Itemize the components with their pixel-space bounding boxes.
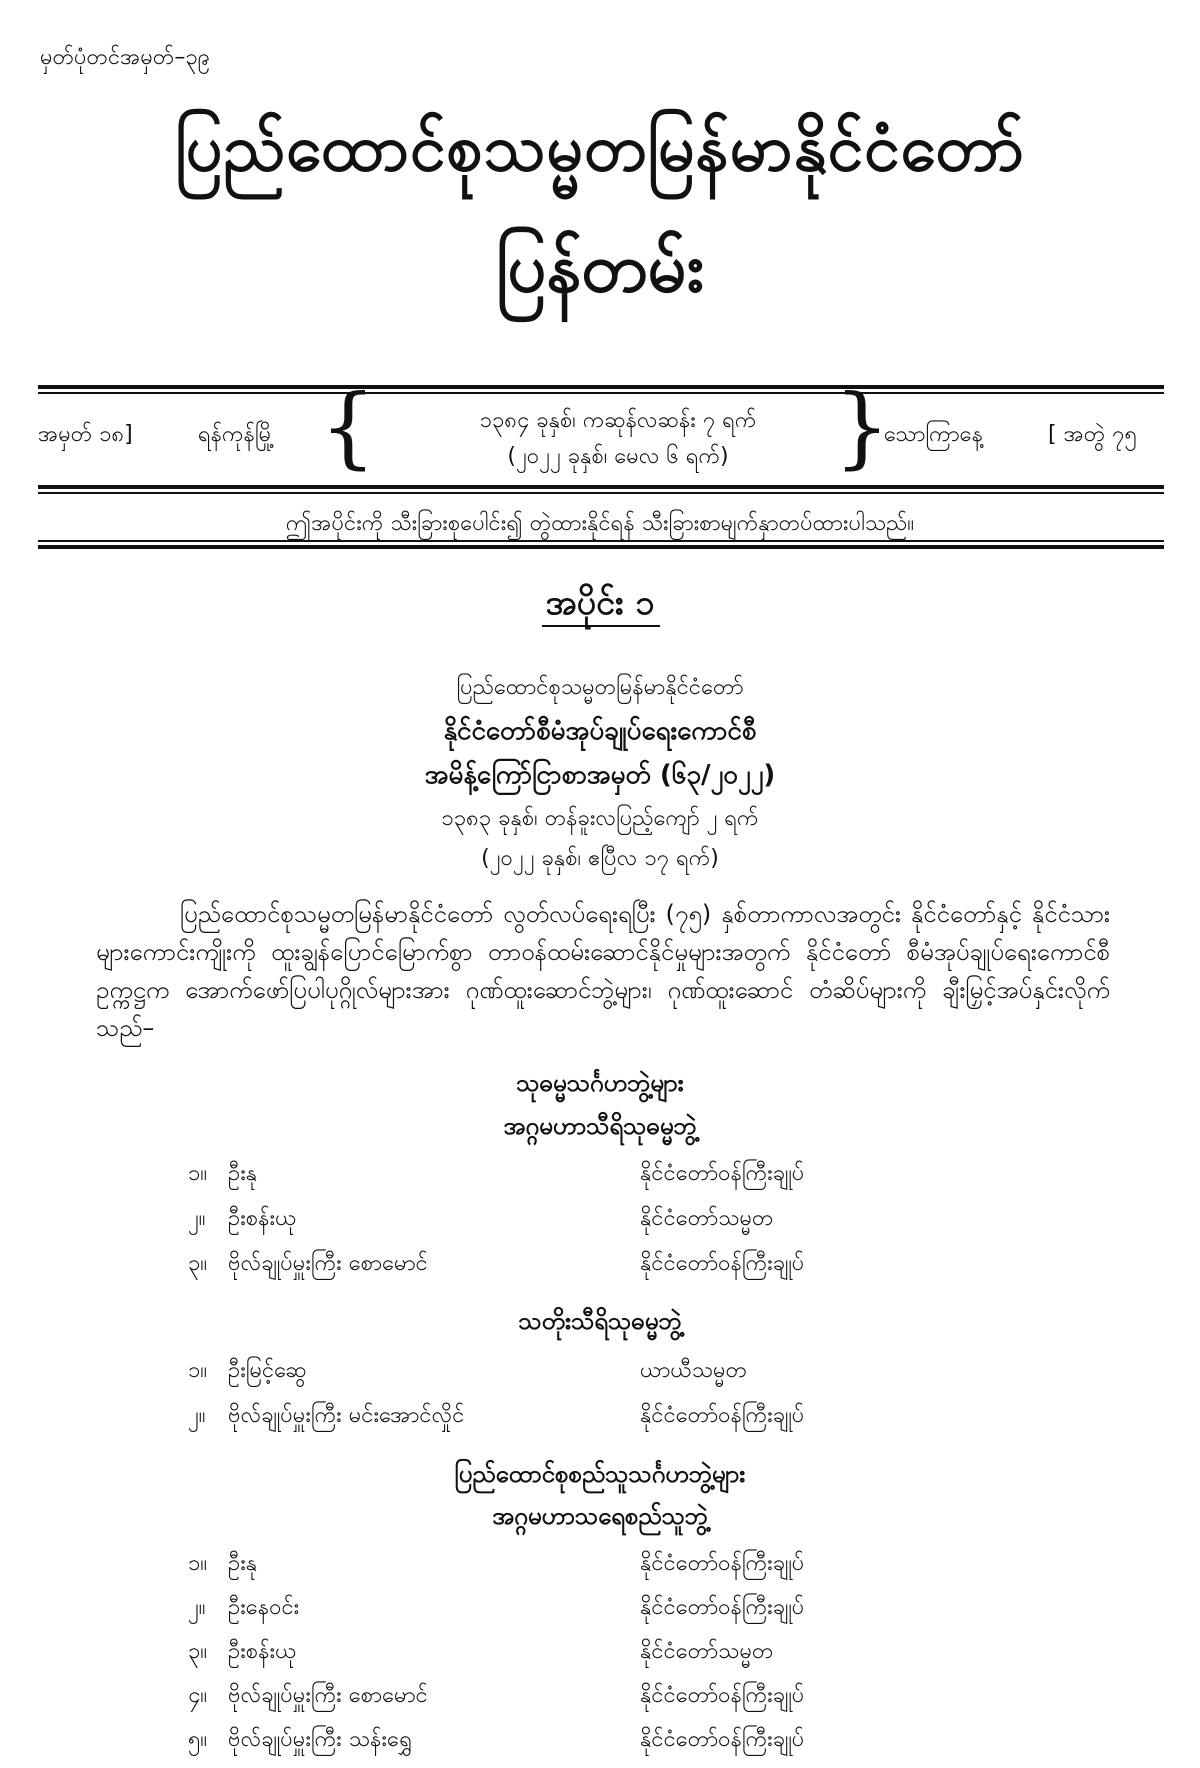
list-item [0,1158,1200,1194]
issue-date [398,403,838,475]
section-1-subheading: အဂ္ဂမဟာသီရိသုဓမ္မဘွဲ့ [503,1112,697,1140]
gazette-subtitle: ပြန်တမ်း [496,229,704,308]
entry-name: ဦးမြင့်ဆွေ [228,1358,307,1383]
entry-position: နိုင်ငံတော်ဝန်ကြီးချုပ် [640,1683,805,1708]
issue-date-western: (၂၀၂၂ ခုနှစ်၊ မေလ ၆ ရက်) [507,444,729,469]
entry-number: ၁။ [188,1358,208,1383]
list-item [0,1680,1200,1716]
entry-number: ၃။ [188,1639,208,1664]
list-item [0,1636,1200,1672]
list-item [0,1548,1200,1584]
entry-name: ဦးနေဝင်း [228,1595,300,1620]
entry-position: နိုင်ငံတော်သမ္မတ [640,1639,774,1664]
entry-number: ၁။ [188,1161,208,1186]
list-item [0,1355,1200,1391]
entry-position: နိုင်ငံတော်ဝန်ကြီးချုပ် [640,1727,805,1752]
entry-name: ဗိုလ်ချုပ်မှူးကြီး သန်းရွှေ [228,1727,412,1752]
entry-position: နိုင်ငံတော်ဝန်ကြီးချုပ် [640,1595,805,1620]
part-heading: အပိုင်း ၁ [545,583,655,623]
entry-position: နိုင်ငံတော်ဝန်ကြီးချုပ် [640,1251,805,1276]
list-item [0,1248,1200,1284]
volume-number: [ အတွဲ ၇၅ [1048,422,1137,447]
entry-number: ၃။ [188,1251,208,1276]
binding-notice: ဤအပိုင်းကို သီးခြားစုပေါင်း၍ တွဲထားနိုင်ရန် သီးခြားစာမျက်နှာတပ်ထားပါသည်။ [285,511,915,536]
section-3-subheading: အဂ္ဂမဟာသရေစည်သူဘွဲ့ [492,1502,708,1530]
masthead [38,375,1164,478]
masthead-top-rule [38,385,1164,389]
city-name: ရန်ကုန်မြို့ [198,422,275,447]
entry-position: နိုင်ငံတော်ဝန်ကြီးချုပ် [640,1161,805,1186]
entry-position: နိုင်ငံတော်ဝန်ကြီးချုပ် [640,1403,805,1428]
entry-number: ၅။ [188,1727,208,1752]
entry-name: ဦးနု [228,1161,258,1186]
weekday: သောကြာနေ့ [884,422,983,447]
masthead-bottom-rule [38,485,1164,489]
entry-name: ဦးစန်းယု [228,1639,297,1664]
order-country: ပြည်ထောင်စုသမ္မတမြန်မာနိုင်ငံတော် [456,675,744,700]
gazette-title: ပြည်ထောင်စုသမ္မတမြန်မာနိုင်ငံတော် [174,112,1026,186]
notice-rule-thin [38,540,1164,542]
entry-name: ဦးစန်းယု [228,1206,297,1231]
order-date-western: (၂၀၂၂ ခုနှစ်၊ ဧပြီလ ၁၇ ရက်) [481,846,719,871]
part-underline [542,625,660,627]
section-3-heading: ပြည်ထောင်စုစည်သူသင်္ဂဟဘွဲ့များ [454,1460,746,1488]
entry-name: ဗိုလ်ချုပ်မှူးကြီး စောမောင် [228,1251,428,1276]
order-body-text: ပြည်ထောင်စုသမ္မတမြန်မာနိုင်ငံတော် လွတ်လပ်ရေးရပြီး (၇၅) နှစ်တာကာလအတွင်း နိုင်ငံတော်နှင့် နိုင်ငံသားများကောင်းကျိုးကို ထူးချွန်ပြောင်မြောက်စွာ တာဝန်ထမ်းဆောင်နိုင်မှုများအတွက် နိုင်ငံတော် စီမံအုပ်ချုပ်ရေးကောင်စီ ဥက္ကဋ္ဌက အောက်ဖော်ပြပါပုဂ္ဂိုလ်များအား ဂုဏ်ထူးဆောင်ဘွဲ့များ၊ ဂုဏ်ထူးဆောင် တံဆိပ်များကို ချီးမြှင့်အပ်နှင်းလိုက်သည်– [96,900,1110,1042]
list-item [0,1400,1200,1436]
masthead-bottom-rule-thin [38,492,1164,494]
entry-number: ၄။ [188,1683,208,1708]
entry-position: ယာယီသမ္မတ [640,1358,748,1383]
list-item [0,1724,1200,1760]
issue-number: အမှတ် ၁၈] [38,422,133,447]
masthead-top-rule-thin [38,392,1164,394]
order-number: အမိန့်ကြော်ငြာစာအမှတ် (၆၃/၂၀၂၂) [424,760,776,790]
entry-number: ၂။ [188,1595,206,1620]
list-item [0,1203,1200,1239]
registration-number: မှတ်ပုံတင်အမှတ်–၃၉ [40,45,211,70]
entry-name: ဦးနု [228,1551,258,1576]
left-brace-icon: { [320,375,376,478]
order-date-myanmar: ၁၃၈၃ ခုနှစ်၊ တန်ခူးလပြည့်ကျော် ၂ ရက် [441,806,759,831]
section-1-heading: သုဓမ္မသင်္ဂဟဘွဲ့များ [516,1069,684,1097]
issue-date-myanmar: ၁၃၈၄ ခုနှစ်၊ ကဆုန်လဆန်း ၇ ရက် [479,408,757,433]
entry-name: ဗိုလ်ချုပ်မှူးကြီး စောမောင် [228,1683,428,1708]
list-item [0,1592,1200,1628]
notice-rule [38,545,1164,549]
order-body [96,895,1110,1047]
right-brace-icon: } [834,375,890,478]
section-2-subheading: သတိုးသီရိသုဓမ္မဘွဲ့ [518,1307,682,1335]
entry-name: ဗိုလ်ချုပ်မှူးကြီး မင်းအောင်လှိုင် [228,1403,465,1428]
entry-number: ၂။ [188,1206,206,1231]
entry-position: နိုင်ငံတော်ဝန်ကြီးချုပ် [640,1551,805,1576]
entry-number: ၁။ [188,1551,208,1576]
entry-position: နိုင်ငံတော်သမ္မတ [640,1206,774,1231]
entry-number: ၂။ [188,1403,206,1428]
order-council: နိုင်ငံတော်စီမံအုပ်ချုပ်ရေးကောင်စီ [443,716,757,746]
